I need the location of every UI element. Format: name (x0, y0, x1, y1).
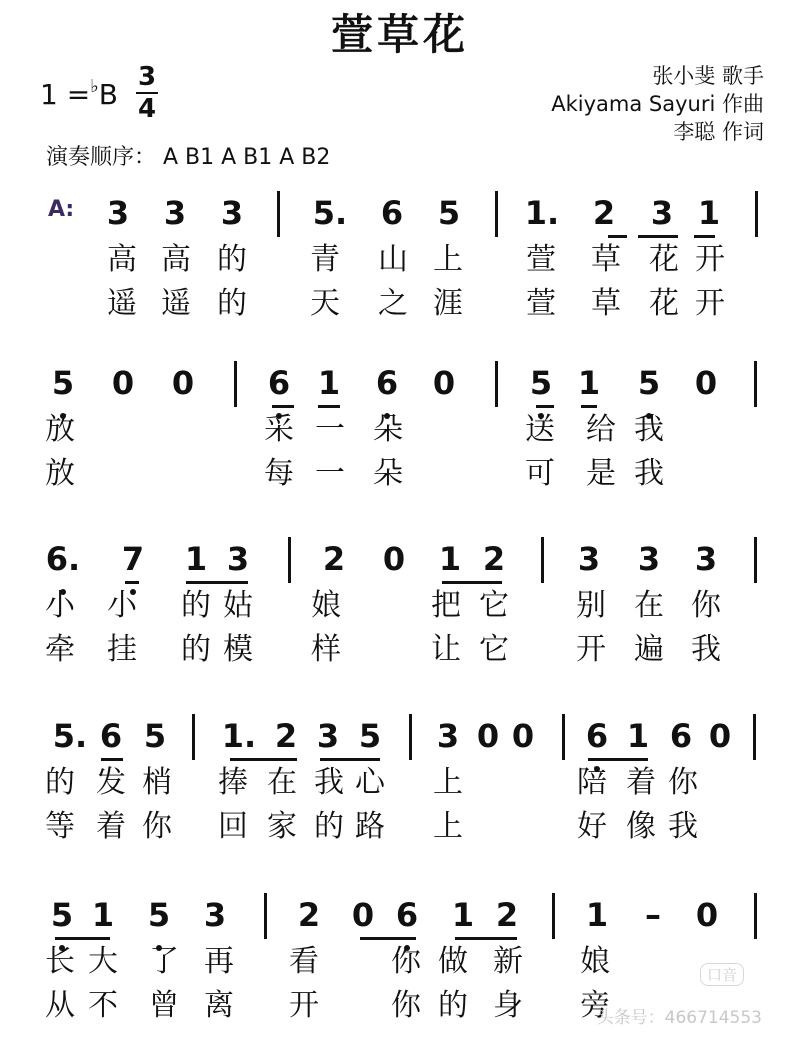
beam-underline (272, 405, 294, 408)
bar-line (495, 361, 498, 407)
credit-composer: Akiyama Sayuri 作曲 (551, 92, 764, 116)
jianpu-note: 1 (577, 364, 601, 402)
lyric-char: 朵 (373, 412, 403, 447)
jianpu-note: 1. (524, 194, 560, 232)
lyric-char: 每 (264, 456, 294, 491)
lyric-char: 从 (45, 988, 75, 1023)
jianpu-note: 5 (147, 896, 171, 934)
jianpu-note: 0 (708, 717, 732, 755)
bar-line (277, 191, 280, 237)
lyric-char: 萱 (526, 286, 556, 321)
bar-line (562, 714, 565, 760)
jianpu-note: 3 (163, 194, 187, 232)
lyric-char: 发 (96, 765, 126, 800)
lyric-char: 像 (626, 809, 656, 844)
lyric-char: 遍 (634, 632, 664, 667)
lyric-char: 给 (586, 412, 616, 447)
beam-underline (536, 405, 554, 408)
lyric-char: 模 (223, 632, 253, 667)
watermark-badge: 口音 (700, 963, 744, 986)
jianpu-note: 0 (382, 540, 406, 578)
jianpu-note: 5 (437, 194, 461, 232)
lyric-char: 上 (433, 809, 463, 844)
lyric-char: 别 (576, 588, 606, 623)
beam-underline (581, 405, 597, 408)
lyric-char: 萱 (526, 242, 556, 277)
lyric-char: 花 (649, 286, 679, 321)
lyric-char: 是 (586, 456, 616, 491)
beam-underline (588, 758, 648, 761)
lyric-char: 着 (626, 765, 656, 800)
lyric-char: 陪 (577, 765, 607, 800)
beam-underline (442, 581, 502, 584)
jianpu-note: 3 (436, 717, 460, 755)
lyric-char: 把 (431, 588, 461, 623)
lyric-char: 你 (668, 765, 698, 800)
lyric-char: 一 (315, 412, 345, 447)
jianpu-note: 1 (451, 896, 475, 934)
lyric-char: 小 (107, 588, 137, 623)
bar-line (541, 537, 544, 583)
lyric-char: 我 (634, 412, 664, 447)
key-signature (40, 78, 118, 111)
lyric-char: 捧 (218, 765, 248, 800)
beam-underline (455, 937, 517, 940)
lyric-char: 我 (314, 765, 344, 800)
jianpu-note: 1 (626, 717, 650, 755)
lyric-char: 放 (45, 412, 75, 447)
beam-underline (360, 937, 416, 940)
section-mark: A: (48, 197, 75, 222)
jianpu-note: 1 (697, 194, 721, 232)
bar-line (192, 714, 195, 760)
jianpu-note: 5 (50, 896, 74, 934)
bar-line (754, 361, 757, 407)
jianpu-note: 6 (395, 896, 419, 934)
lyric-char: 好 (577, 809, 607, 844)
lyric-char: 你 (391, 944, 421, 979)
bar-line (288, 537, 291, 583)
jianpu-note: 5. (52, 717, 88, 755)
time-signature-top: 3 (137, 62, 157, 92)
watermark-text: 头条号：466714553 (596, 1008, 762, 1028)
bar-line (409, 714, 412, 760)
lyric-char: 的 (314, 809, 344, 844)
jianpu-note: – (645, 896, 661, 934)
lyric-char: 我 (691, 632, 721, 667)
lyric-char: 的 (438, 988, 468, 1023)
lyric-char: 看 (289, 944, 319, 979)
lyric-char: 送 (525, 412, 555, 447)
song-title: 萱草花 (330, 10, 469, 59)
jianpu-note: 3 (203, 896, 227, 934)
lyric-char: 它 (479, 632, 509, 667)
beam-underline (318, 405, 340, 408)
bar-line (753, 714, 756, 760)
jianpu-note: 6. (45, 540, 81, 578)
lyric-char: 山 (378, 242, 408, 277)
jianpu-note: 0 (111, 364, 135, 402)
lyric-char: 草 (591, 242, 621, 277)
beam-underline (230, 758, 297, 761)
key-prefix: 1 = (40, 78, 91, 111)
bar-line (495, 191, 498, 237)
lyric-char: 可 (525, 456, 555, 491)
jianpu-note: 1 (585, 896, 609, 934)
lyric-char: 的 (217, 286, 247, 321)
lyric-char: 让 (431, 632, 461, 667)
lyric-char: 之 (378, 286, 408, 321)
lyric-char: 你 (142, 809, 172, 844)
jianpu-note: 1 (184, 540, 208, 578)
lyric-char: 它 (479, 588, 509, 623)
jianpu-note: 3 (694, 540, 718, 578)
lyric-char: 开 (695, 242, 725, 277)
beam-underline (125, 581, 139, 584)
lyric-char: 我 (634, 456, 664, 491)
jianpu-note: 2 (322, 540, 346, 578)
jianpu-note: 2 (592, 194, 616, 232)
jianpu-note: 3 (637, 540, 661, 578)
time-signature-bottom: 4 (137, 94, 157, 124)
jianpu-note: 1 (438, 540, 462, 578)
jianpu-note: 3 (226, 540, 250, 578)
jianpu-note: 0 (511, 717, 535, 755)
lyric-char: 的 (181, 632, 211, 667)
jianpu-note: 5 (529, 364, 553, 402)
lyric-char: 了 (149, 944, 179, 979)
lyric-char: 涯 (433, 286, 463, 321)
lyric-char: 一 (315, 456, 345, 491)
jianpu-note: 5 (637, 364, 661, 402)
bar-line (552, 893, 555, 939)
lyric-char: 再 (204, 944, 234, 979)
jianpu-note: 0 (694, 364, 718, 402)
beam-underline (608, 235, 627, 238)
bar-line (754, 893, 757, 939)
lyric-char: 采 (264, 412, 294, 447)
jianpu-note: 6 (99, 717, 123, 755)
jianpu-note: 0 (476, 717, 500, 755)
lyric-char: 高 (161, 242, 191, 277)
time-signature (136, 64, 158, 122)
flat-sign: ♭ (90, 76, 99, 97)
lyric-char: 牵 (45, 632, 75, 667)
lyric-char: 路 (355, 809, 385, 844)
jianpu-note: 6 (380, 194, 404, 232)
beam-underline (101, 758, 123, 761)
jianpu-note: 6 (669, 717, 693, 755)
jianpu-note: 5 (143, 717, 167, 755)
jianpu-note: 0 (351, 896, 375, 934)
jianpu-note: 7 (121, 540, 145, 578)
play-order: 演奏顺序： A B1 A B1 A B2 (46, 145, 331, 170)
lyric-char: 你 (691, 588, 721, 623)
jianpu-note: 1 (91, 896, 115, 934)
lyric-char: 你 (391, 988, 421, 1023)
beam-underline (638, 235, 678, 238)
lyric-char: 娘 (580, 944, 610, 979)
lyric-char: 家 (267, 809, 297, 844)
jianpu-note: 6 (267, 364, 291, 402)
lyric-char: 长 (45, 944, 75, 979)
jianpu-note: 1 (317, 364, 341, 402)
jianpu-note: 6 (375, 364, 399, 402)
lyric-char: 离 (204, 988, 234, 1023)
lyric-char: 放 (45, 456, 75, 491)
lyric-char: 的 (217, 242, 247, 277)
lyric-char: 在 (267, 765, 297, 800)
lyric-char: 开 (289, 988, 319, 1023)
lyric-char: 遥 (107, 286, 137, 321)
key-note: B (98, 78, 118, 111)
jianpu-note: 2 (274, 717, 298, 755)
jianpu-note: 3 (577, 540, 601, 578)
lyric-char: 上 (433, 765, 463, 800)
credit-lyricist: 李聪 作词 (673, 120, 764, 144)
jianpu-note: 1. (221, 717, 257, 755)
jianpu-note: 0 (171, 364, 195, 402)
jianpu-note: 6 (585, 717, 609, 755)
lyric-char: 草 (591, 286, 621, 321)
lyric-char: 娘 (311, 588, 341, 623)
jianpu-note: 0 (695, 896, 719, 934)
lyric-char: 新 (493, 944, 523, 979)
lyric-char: 青 (310, 242, 340, 277)
lyric-char: 做 (438, 944, 468, 979)
bar-line (234, 361, 237, 407)
lyric-char: 姑 (223, 588, 253, 623)
beam-underline (320, 758, 380, 761)
jianpu-note: 2 (495, 896, 519, 934)
bar-line (264, 893, 267, 939)
credit-singer: 张小斐 歌手 (652, 64, 764, 88)
jianpu-note: 3 (650, 194, 674, 232)
jianpu-note: 3 (106, 194, 130, 232)
lyric-char: 曾 (149, 988, 179, 1023)
lyric-char: 的 (181, 588, 211, 623)
bar-line (755, 191, 758, 237)
lyric-char: 大 (88, 944, 118, 979)
lyric-char: 在 (634, 588, 664, 623)
beam-underline (694, 235, 715, 238)
lyric-char: 旁 (580, 988, 610, 1023)
lyric-char: 上 (433, 242, 463, 277)
lyric-char: 梢 (142, 765, 172, 800)
jianpu-note: 0 (432, 364, 456, 402)
lyric-char: 开 (695, 286, 725, 321)
lyric-char: 等 (45, 809, 75, 844)
lyric-char: 回 (218, 809, 248, 844)
lyric-char: 高 (107, 242, 137, 277)
beam-underline (55, 937, 110, 940)
lyric-char: 不 (88, 988, 118, 1023)
lyric-char: 样 (311, 632, 341, 667)
jianpu-note: 3 (220, 194, 244, 232)
lyric-char: 天 (310, 286, 340, 321)
jianpu-note: 2 (482, 540, 506, 578)
lyric-char: 我 (668, 809, 698, 844)
lyric-char: 挂 (107, 632, 137, 667)
lyric-char: 身 (493, 988, 523, 1023)
lyric-char: 朵 (373, 456, 403, 491)
beam-underline (186, 581, 248, 584)
lyric-char: 遥 (161, 286, 191, 321)
lyric-char: 着 (96, 809, 126, 844)
bar-line (754, 537, 757, 583)
jianpu-note: 3 (316, 717, 340, 755)
jianpu-note: 5 (51, 364, 75, 402)
jianpu-note: 5 (358, 717, 382, 755)
lyric-char: 开 (576, 632, 606, 667)
lyric-char: 的 (45, 765, 75, 800)
lyric-char: 心 (355, 765, 385, 800)
lyric-char: 小 (45, 588, 75, 623)
lyric-char: 花 (649, 242, 679, 277)
jianpu-note: 5. (312, 194, 348, 232)
jianpu-note: 2 (297, 896, 321, 934)
